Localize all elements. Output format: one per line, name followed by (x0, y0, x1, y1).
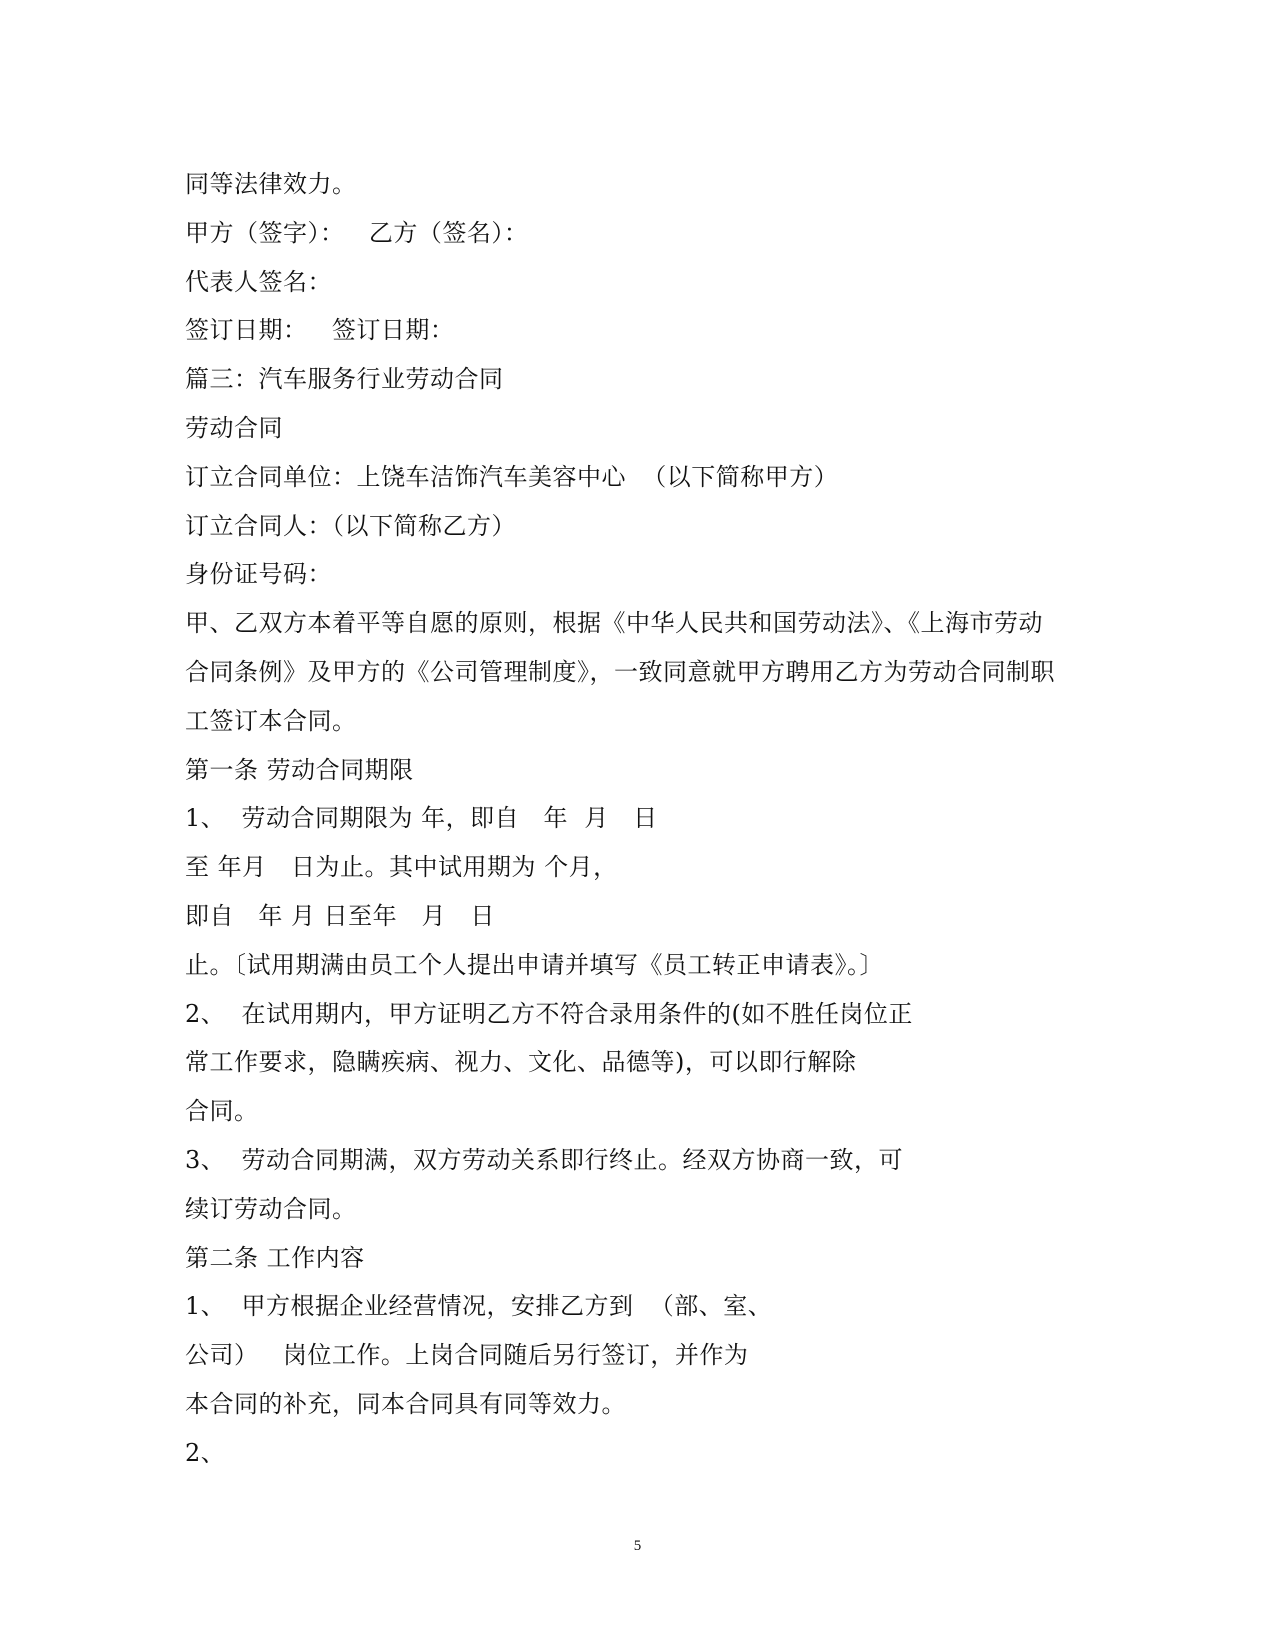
article-heading: 第二条 工作内容 (185, 1243, 365, 1272)
section-heading: 篇三：汽车服务行业劳动合同 (185, 365, 504, 394)
representative-signature-line: 代表人签名： (185, 267, 332, 296)
signing-date-line: 签订日期： 签订日期： (185, 316, 455, 345)
clause-line: 合同。 (185, 1097, 259, 1126)
clause-line: 至 年月 日为止。其中试用期为 个月， (185, 853, 618, 882)
document-body (185, 160, 1105, 1478)
clause-line: 2、 (185, 1438, 226, 1467)
preamble-line: 甲、乙双方本着平等自愿的原则，根据《中华人民共和国劳动法》、《上海市劳动 (185, 609, 1043, 638)
clause-line: 公司） 岗位工作。上岗合同随后另行签订，并作为 (185, 1341, 749, 1370)
text-line: 同等法律效力。 (185, 170, 357, 198)
clause-line: 续订劳动合同。 (185, 1194, 357, 1223)
clause-line: 常工作要求，隐瞒疾病、视力、文化、品德等)，可以即行解除 (185, 1048, 857, 1077)
clause-line: 1、 甲方根据企业经营情况，安排乙方到 （部、室、 (185, 1292, 773, 1321)
clause-line: 止。〔试用期满由员工个人提出申请并填写《员工转正申请表》。〕 (185, 950, 884, 979)
employer-line: 订立合同单位：上饶车洁饰汽车美容中心 （以下简称甲方） (185, 462, 839, 491)
page-number: 5 (633, 1538, 642, 1554)
clause-line: 2、 在试用期内，甲方证明乙方不符合录用条件的(如不胜任岗位正 (185, 999, 913, 1028)
employee-line: 订立合同人：（以下简称乙方） (185, 511, 516, 540)
clause-line: 本合同的补充，同本合同具有同等效力。 (185, 1389, 626, 1418)
preamble-line: 合同条例》及甲方的《公司管理制度》，一致同意就甲方聘用乙方为劳动合同制职 (185, 657, 1055, 686)
clause-line: 3、 劳动合同期满，双方劳动关系即行终止。经双方协商一致，可 (185, 1145, 904, 1174)
clause-line: 即自 年 月 日至年 月 日 (185, 901, 495, 930)
id-number-line: 身份证号码： (185, 560, 332, 589)
signature-line-parties: 甲方（签字）： 乙方（签名）： (185, 218, 529, 247)
article-heading: 第一条 劳动合同期限 (185, 755, 414, 784)
preamble-line: 工签订本合同。 (185, 706, 357, 735)
contract-title: 劳动合同 (185, 413, 283, 442)
clause-line: 1、 劳动合同期限为 年，即自 年 月 日 (185, 804, 658, 833)
